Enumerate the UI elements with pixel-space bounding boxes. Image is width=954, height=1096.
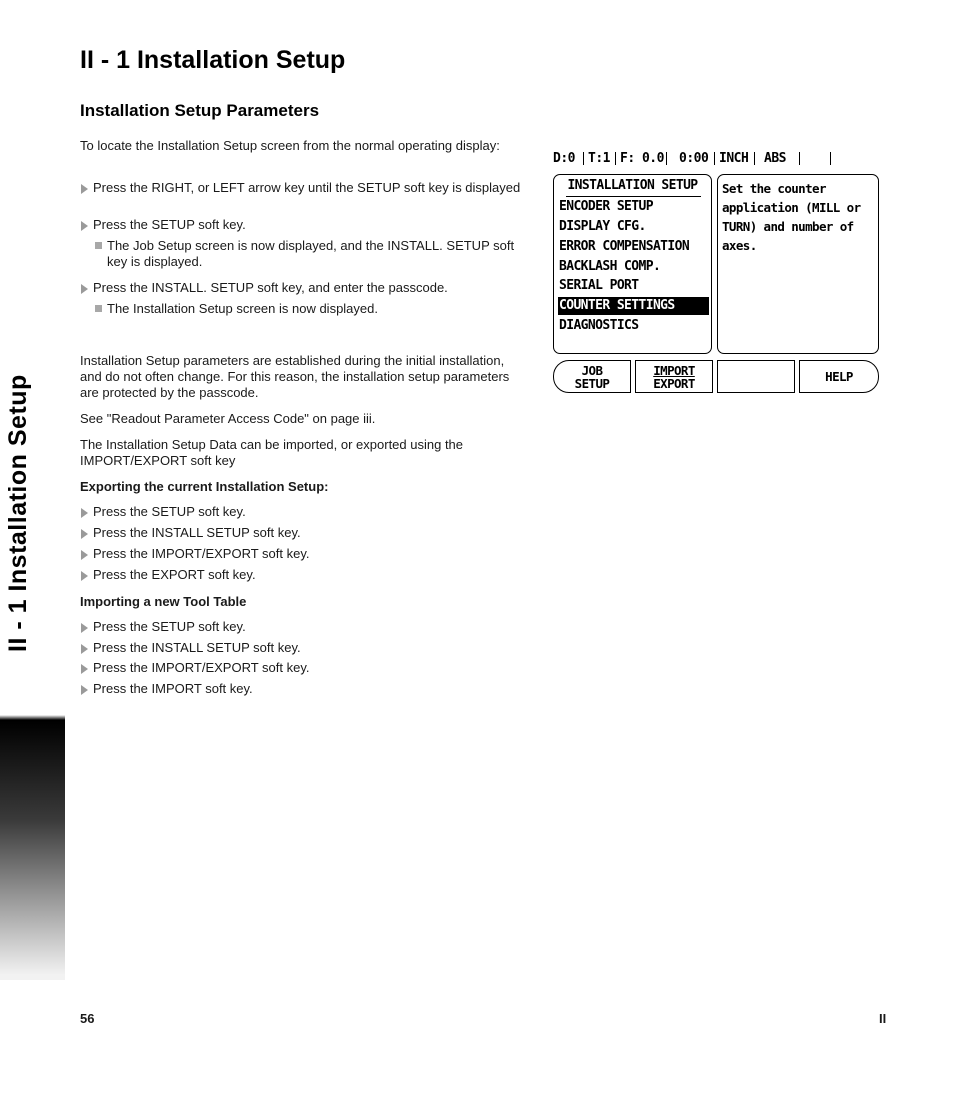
side-tab-title: II - 1 Installation Setup	[4, 374, 32, 652]
step-arrow-icon	[81, 685, 88, 695]
menu-item-serial-port[interactable]: SERIAL PORT	[559, 278, 639, 293]
menu-item-error-compensation[interactable]: ERROR COMPENSATION	[559, 239, 690, 254]
installation-setup-menu	[553, 174, 712, 354]
locate-result-1: The Job Setup screen is now displayed, and the INSTALL. SETUP soft key is displayed.	[95, 238, 525, 270]
step-arrow-icon	[81, 284, 88, 294]
status-tool: T:1	[588, 151, 610, 166]
status-separator	[799, 152, 800, 165]
import-step-3: Press the IMPORT/EXPORT soft key.	[80, 660, 525, 676]
status-separator	[666, 152, 667, 165]
paragraph-import-export: The Installation Setup Data can be imported, or exported using the IMPORT/EXPORT soft key	[80, 437, 464, 468]
menu-item-display-cfg[interactable]: DISPLAY CFG.	[559, 219, 646, 234]
status-feed: F: 0.0	[620, 151, 664, 166]
locate-result-2: The Installation Setup screen is now displayed.	[95, 301, 525, 317]
step-arrow-icon	[81, 529, 88, 539]
paragraph-parameters: Installation Setup parameters are established during the initial installation, and do not often change. For this reason, the installation setup parameters are protected by the passcode.	[80, 353, 510, 400]
paragraph-passcode-ref: See "Readout Parameter Access Code" on page iii.	[80, 411, 376, 426]
import-step-1: Press the SETUP soft key.	[80, 619, 525, 635]
chapter-title: II - 1 Installation Setup	[80, 46, 346, 74]
import-heading: Importing a new Tool Table	[80, 594, 247, 609]
locate-step-2: Press the SETUP soft key.	[80, 217, 525, 233]
step-arrow-icon	[81, 550, 88, 560]
readout-status-bar	[553, 150, 883, 170]
export-step-4: Press the EXPORT soft key.	[80, 567, 525, 583]
result-square-icon	[95, 242, 102, 249]
status-separator	[615, 152, 616, 165]
help-panel	[717, 174, 879, 354]
help-softkey[interactable]: HELP	[799, 360, 879, 393]
status-separator	[714, 152, 715, 165]
step-arrow-icon	[81, 623, 88, 633]
status-units: INCH	[719, 151, 749, 166]
section-title: Installation Setup Parameters	[80, 101, 320, 120]
export-heading: Exporting the current Installation Setup:	[80, 479, 329, 494]
locate-step-1: Press the RIGHT, or LEFT arrow key until the SETUP soft key is displayed	[80, 180, 525, 196]
menu-title-underline	[566, 196, 701, 197]
step-arrow-icon	[81, 221, 88, 231]
result-square-icon	[95, 305, 102, 312]
export-step-3: Press the IMPORT/EXPORT soft key.	[80, 546, 525, 562]
export-step-1: Press the SETUP soft key.	[80, 504, 525, 520]
menu-item-counter-settings[interactable]: COUNTER SETTINGS	[558, 297, 709, 315]
blank-softkey[interactable]	[717, 360, 795, 393]
status-time: 0:00	[679, 151, 709, 166]
job-setup-softkey[interactable]: JOB SETUP	[553, 360, 631, 393]
intro-text: To locate the Installation Setup screen from the normal operating display:	[80, 138, 500, 153]
page-number: 56	[80, 1011, 95, 1026]
help-text: Set the counter application (MILL or TURN) and number of axes.	[722, 181, 861, 253]
menu-item-diagnostics[interactable]: DIAGNOSTICS	[559, 318, 639, 333]
export-step-2: Press the INSTALL SETUP soft key.	[80, 525, 525, 541]
menu-item-backlash-comp[interactable]: BACKLASH COMP.	[559, 259, 661, 274]
import-step-4: Press the IMPORT soft key.	[80, 681, 525, 697]
footer-section: II	[879, 1011, 887, 1026]
status-mode: ABS	[764, 151, 786, 166]
menu-item-encoder-setup[interactable]: ENCODER SETUP	[559, 199, 653, 214]
menu-title: INSTALLATION SETUP	[554, 178, 711, 193]
import-export-softkey[interactable]: IMPORT EXPORT	[635, 360, 713, 393]
status-separator	[754, 152, 755, 165]
step-arrow-icon	[81, 508, 88, 518]
locate-step-3: Press the INSTALL. SETUP soft key, and enter the passcode.	[80, 280, 525, 296]
step-arrow-icon	[81, 571, 88, 581]
status-separator	[583, 152, 584, 165]
step-arrow-icon	[81, 644, 88, 654]
status-separator	[830, 152, 831, 165]
step-arrow-icon	[81, 184, 88, 194]
step-arrow-icon	[81, 664, 88, 674]
status-datum: D:0	[553, 151, 575, 166]
import-step-2: Press the INSTALL SETUP soft key.	[80, 640, 525, 656]
